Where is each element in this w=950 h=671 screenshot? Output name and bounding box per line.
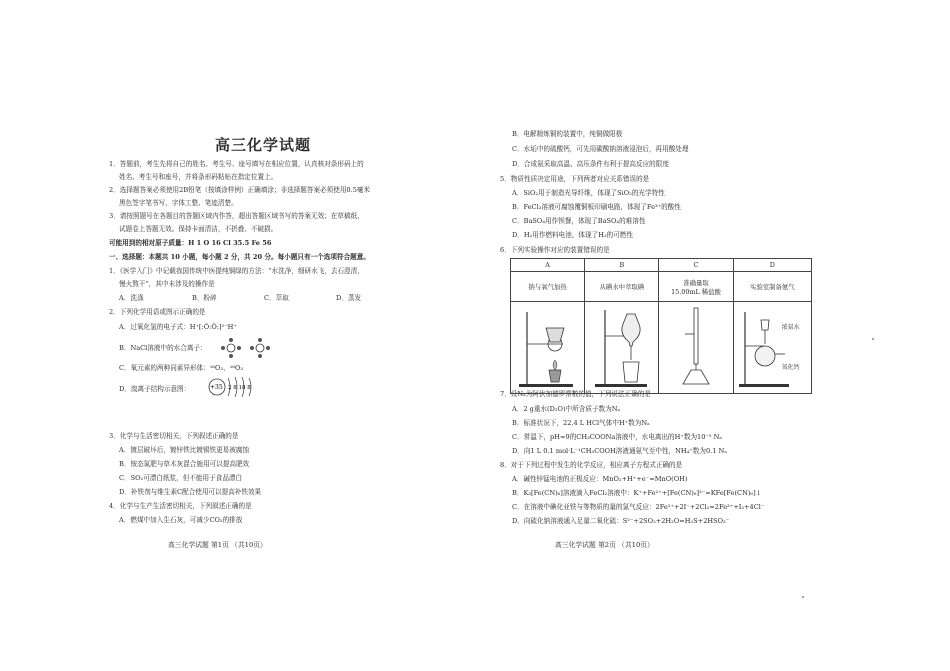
q4-option-b: B．电解精炼铜的装置中，纯铜做阳极 [512, 130, 623, 138]
bromide-ion-diagram [206, 374, 266, 400]
apparatus-d [733, 302, 811, 394]
exam-title: 高三化学试题 [215, 136, 312, 154]
separatory-funnel-figure [587, 304, 657, 390]
q6-stem: 6．下列实验操作对应的装置错误的是 [500, 246, 610, 254]
q7-option-c: C．常温下，pH=9的CH₃COONa溶液中，水电离出的H⁺数为10⁻⁵ Nₐ [512, 433, 722, 441]
section-heading: 一、选择题：本题共 10 小题，每小题 2 分，共 20 分。每小题只有一个选项符合题意。 [109, 253, 370, 261]
q5-stem: 5．物质性质决定用途，下列两者对应关系错误的是 [500, 175, 650, 183]
q8-option-d: D．向硫化钠溶液通入足量二氧化硫：S²⁻+2SO₂+2H₂O=H₂S+2HSO₃⁻ [512, 517, 730, 525]
electron-shells: 2 8 18 8 [228, 385, 251, 391]
atomic-masses: 可能用到的相对原子质量：H 1 O 16 Cl 35.5 Fe 56 [109, 239, 272, 247]
q8-option-a: A．碱性锌锰电池的正极反应：MnO₂+H⁺+e⁻=MnO(OH) [512, 475, 688, 483]
q7-option-d: D．向1 L 0.1 mol·L⁻¹CH₃COOH溶液通氨气至中性，NH₄⁺数为0.1 Nₐ [512, 447, 727, 455]
desc-a: 钠与氧气加热 [511, 272, 585, 302]
q2-option-a: A．过氧化氢的电子式：H⁺[:Ö:Ö:]²⁻H⁺ [119, 323, 237, 331]
page-footer: 高三化学试题 第2页 （共10页） [555, 541, 654, 549]
scan-speck [872, 338, 874, 340]
q1-option-d: D．蒸发 [336, 294, 362, 302]
q1-stem: 1．《医学入门》中记载我国传统中医提纯铜绿的方法：“水洗净，细研水飞，去石澄清， [109, 267, 364, 275]
q3-option-d: D．补铁剂与维生素C配合使用可以提高补铁效果 [119, 488, 262, 496]
q5-option-b: B．FeCl₃溶液可腐蚀覆铜板印刷电路，体现了Fe³⁺的酸性 [512, 203, 681, 211]
desc-b: 从碘水中萃取碘 [585, 272, 659, 302]
q2-stem: 2．下列化学用语或图示正确的是 [109, 308, 206, 316]
col-header-d: D [733, 259, 811, 272]
q3-stem: 3．化学与生活密切相关，下列叙述正确的是 [109, 432, 239, 440]
apparatus-a [511, 302, 585, 394]
apparatus-c [659, 302, 733, 394]
q3-option-b: B．铵态氮肥与草木灰混合施用可以提高肥效 [119, 460, 250, 468]
scan-speck [802, 596, 804, 598]
desc-d: 实验室制备氨气 [733, 272, 811, 302]
q8-option-b: B．K₃[Fe(CN)₆]溶液滴入FeCl₂溶液中：K⁺+Fe²⁺+[Fe(CN)₆]³⁻=KFe[Fe(CN)₆]↓ [512, 489, 762, 497]
q7-option-a: A．2 g重水(D₂O)中所含质子数为Nₐ [512, 405, 621, 413]
q1-option-b: B．粉碎 [192, 294, 217, 302]
q7-option-b: B．标准状况下，22.4 L HCl气体中H⁺数为Nₐ [512, 419, 650, 427]
q1-option-a: A．洗涤 [119, 294, 144, 302]
page-footer: 高三化学试题 第1页 （共10页） [168, 541, 267, 549]
desc-c-line2: 15.00mL 稀盐酸 [671, 287, 721, 296]
ammonia-prep-figure [735, 304, 809, 390]
instruction-line: 试题卷上答题无效。保持卡面清洁，不折叠、不破损。 [119, 225, 278, 233]
apparatus-b [585, 302, 659, 394]
hydrated-ion-figure [218, 336, 278, 360]
crucible-heating-figure [513, 304, 583, 390]
desc-c-line1: 准确量取 [683, 278, 709, 287]
q2-option-d: D．溴离子结构示意图： [119, 385, 191, 393]
q4-option-d: D．合成氨采取高温、高压条件有利于提高反应的限度 [512, 160, 669, 168]
col-header-a: A [511, 259, 585, 272]
instruction-line: 姓名、考生号和座号，并将条形码粘贴在指定位置上。 [119, 173, 278, 181]
q1-option-c: C．萃取 [264, 294, 289, 302]
nucleus-charge: +35 [210, 384, 223, 391]
q3-option-a: A．镀层破坏后，镀锌铁比镀锡铁更易被腐蚀 [119, 446, 250, 454]
q7-stem: 7．设Nₐ为阿伏加德罗常数的值，下列说法正确的是 [500, 390, 651, 398]
q5-option-a: A．SiO₂用于制造光导纤维，体现了SiO₂的光学特性 [512, 189, 665, 197]
q4-option-a: A．燃煤中加入生石灰，可减少CO₂的排放 [119, 516, 243, 524]
q4-stem: 4．化学与生产生活密切相关，下列叙述正确的是 [109, 502, 252, 510]
label-calcium-oxide: 氧化钙 [781, 364, 800, 371]
q2-option-b: B．NaCl溶液中的水合离子： [119, 344, 207, 352]
q2-option-c: C．氧元素的两种同素异形体：¹⁶O₂、¹⁶O₃ [119, 364, 244, 372]
q3-option-c: C．SO₂可漂白纸浆，但不能用于食品漂白 [119, 474, 243, 482]
instruction-line: 1．答题前，考生先将自己的姓名、考生号、座号填写在相应位置，认真核对条形码上的 [109, 160, 364, 168]
desc-c [659, 272, 733, 302]
instruction-line: 3．请按照题号在各题目的答题区域内作答，超出答题区域书写的答案无效；在草稿纸、 [109, 212, 364, 220]
q8-stem: 8．对于下列过程中发生的化学反应，相应离子方程式正确的是 [500, 461, 683, 469]
q8-option-c: C．在溶液中碘化亚铁与等物质的量的氯气反应：2Fe²⁺+2I⁻+2Cl₂=2Fe³⁺+I₂+4Cl⁻ [512, 503, 765, 511]
instruction-line: 2．选择题答案必须使用2B铅笔（按填涂样例）正确填涂；非选择题答案必须使用0.5毫米 [109, 186, 371, 194]
col-header-c: C [659, 259, 733, 272]
q6-apparatus-table [510, 258, 812, 394]
label-ammonia-water: 浓氨水 [781, 324, 800, 331]
q1-stem: 慢火熬干”，其中未涉及的操作是 [119, 280, 215, 288]
q5-option-d: D．H₂用作燃料电池，体现了H₂的可燃性 [512, 231, 633, 239]
q4-option-c: C．水垢中的硫酸钙，可先用碳酸钠溶液浸泡后，再用酸处理 [512, 145, 689, 153]
burette-figure [661, 304, 731, 390]
q5-option-c: C．BaSO₄用作钡餐，体现了BaSO₄的难溶性 [512, 217, 646, 225]
col-header-b: B [585, 259, 659, 272]
instruction-line: 黑色签字笔书写，字体工整、笔迹清楚。 [119, 199, 238, 207]
